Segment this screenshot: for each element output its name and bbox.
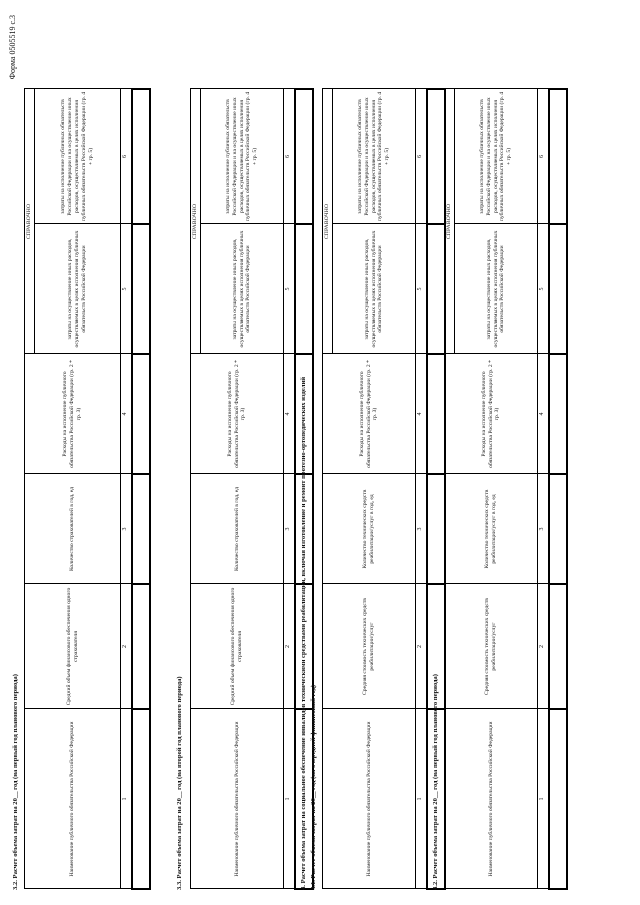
column-header: Расходы на исполнение публичного обязательства Российской Федерации (гр. 2 * гр. 3) bbox=[445, 354, 538, 474]
data-cell[interactable] bbox=[132, 224, 150, 354]
column-header: затраты на осуществление иных расходов, осуществляемых в целях исполнения публичных обязательств Российской Федерации bbox=[201, 224, 284, 354]
reference-header: СПРАВОЧНО bbox=[323, 89, 333, 354]
cost-table-4-1 bbox=[322, 88, 446, 890]
column-header: Наименование публичного обязательства Российской Федерации bbox=[323, 709, 416, 889]
column-number: 1 bbox=[416, 709, 428, 889]
column-number: 2 bbox=[538, 584, 550, 709]
column-header: Наименование публичного обязательства Российской Федерации bbox=[445, 709, 538, 889]
column-number: 2 bbox=[121, 584, 133, 709]
column-number: 1 bbox=[284, 709, 296, 889]
column-header: затраты на исполнение публичных обязательств Российской Федерации и на осуществление иных расходов, осуществляемых в целях исполнения публичных обязательств Российской Федерации (гр. 4 + гр. 5) bbox=[455, 89, 538, 224]
column-header: Расходы на исполнение публичного обязательства Российской Федерации (гр. 2 * гр. 3) bbox=[25, 354, 121, 474]
column-number: 5 bbox=[538, 224, 550, 354]
column-header: Средний объем финансового обеспечения одного страхователя bbox=[191, 584, 284, 709]
column-number: 3 bbox=[121, 474, 133, 584]
column-number: 6 bbox=[416, 89, 428, 224]
column-header: Средняя стоимость технических средств реабилитации/услуг bbox=[323, 584, 416, 709]
reference-header: СПРАВОЧНО bbox=[445, 89, 455, 354]
data-cell[interactable] bbox=[132, 354, 150, 474]
section-heading: 4. Расчет объема затрат на социальное обеспечение инвалидов техническими средствами реабилитации, включая изготовление и ремонт протезно-ортопедических изделий bbox=[300, 376, 307, 890]
column-header: Средний объем финансового обеспечения одного страхователя bbox=[25, 584, 121, 709]
section-heading: 4.2. Расчет объема затрат на 20__ год (на первый год планового периода) bbox=[432, 674, 439, 890]
column-number: 4 bbox=[416, 354, 428, 474]
column-header: затраты на осуществление иных расходов, осуществляемых в целях исполнения публичных обязательств Российской Федерации bbox=[333, 224, 416, 354]
form-code: Форма 0505519 с.3 bbox=[8, 15, 17, 80]
data-cell[interactable] bbox=[295, 89, 313, 224]
data-cell[interactable] bbox=[132, 584, 150, 709]
column-header: Средняя стоимость технических средств реабилитации/услуг bbox=[445, 584, 538, 709]
data-cell[interactable] bbox=[549, 584, 567, 709]
data-cell[interactable] bbox=[132, 474, 150, 584]
data-cell[interactable] bbox=[427, 354, 445, 474]
section-heading: 3.3. Расчет объема затрат на 20__ год (на второй год планового периода) bbox=[176, 676, 183, 890]
data-cell[interactable] bbox=[427, 474, 445, 584]
column-number: 4 bbox=[538, 354, 550, 474]
column-number: 5 bbox=[284, 224, 296, 354]
column-header: затраты на осуществление иных расходов, осуществляемых в целях исполнения публичных обязательств Российской Федерации bbox=[455, 224, 538, 354]
column-number: 1 bbox=[121, 709, 133, 889]
column-header: Наименование публичного обязательства Российской Федерации bbox=[25, 709, 121, 889]
column-header: Расходы на исполнение публичного обязательства Российской Федерации (гр. 2 * гр. 3) bbox=[191, 354, 284, 474]
column-header: Расходы на исполнение публичного обязательства Российской Федерации (гр. 2 * гр. 3) bbox=[323, 354, 416, 474]
column-number: 3 bbox=[284, 474, 296, 584]
cost-table-4-2 bbox=[444, 88, 568, 890]
data-cell[interactable] bbox=[549, 474, 567, 584]
column-header: затраты на исполнение публичных обязательств Российской Федерации и на осуществление иных расходов, осуществляемых в целях исполнения публичных обязательств Российской Федерации (гр. 4 + гр. 5) bbox=[35, 89, 121, 224]
column-number: 4 bbox=[121, 354, 133, 474]
data-cell[interactable] bbox=[549, 709, 567, 889]
column-number: 2 bbox=[284, 584, 296, 709]
column-number: 5 bbox=[416, 224, 428, 354]
data-cell[interactable] bbox=[295, 224, 313, 354]
column-number: 3 bbox=[538, 474, 550, 584]
column-header: Количество страхователей в год, ед bbox=[191, 474, 284, 584]
column-number: 3 bbox=[416, 474, 428, 584]
cost-table-3-3 bbox=[190, 88, 314, 890]
data-cell[interactable] bbox=[549, 224, 567, 354]
column-number: 6 bbox=[538, 89, 550, 224]
column-header: затраты на исполнение публичных обязательств Российской Федерации и на осуществление иных расходов, осуществляемых в целях исполнения публичных обязательств Российской Федерации (гр. 4 + гр. 5) bbox=[201, 89, 284, 224]
column-header: Наименование публичного обязательства Российской Федерации bbox=[191, 709, 284, 889]
column-header: Количество технических средств реабилитации/услуг в год, ед bbox=[323, 474, 416, 584]
data-cell[interactable] bbox=[427, 224, 445, 354]
column-header: затраты на исполнение публичных обязательств Российской Федерации и на осуществление иных расходов, осуществляемых в целях исполнения публичных обязательств Российской Федерации (гр. 4 + гр. 5) bbox=[333, 89, 416, 224]
section-heading: 3.2. Расчет объема затрат на 20__ год (на первый год планового периода) bbox=[12, 674, 19, 890]
column-number: 6 bbox=[121, 89, 133, 224]
data-cell[interactable] bbox=[427, 89, 445, 224]
data-cell[interactable] bbox=[549, 89, 567, 224]
reference-header: СПРАВОЧНО bbox=[191, 89, 201, 354]
column-number: 6 bbox=[284, 89, 296, 224]
section-subheading: 4.1. Расчет объема затрат на 20__ год (на очередной финансовый год) bbox=[310, 684, 317, 890]
column-header: затраты на осуществление иных расходов, осуществляемых в целях исполнения публичных обязательств Российской Федерации bbox=[35, 224, 121, 354]
column-header: Количество страхователей в год, ед bbox=[25, 474, 121, 584]
data-cell[interactable] bbox=[549, 354, 567, 474]
column-number: 2 bbox=[416, 584, 428, 709]
column-number: 5 bbox=[121, 224, 133, 354]
cost-table-3-2 bbox=[24, 88, 151, 890]
reference-header: СПРАВОЧНО bbox=[25, 89, 35, 354]
data-cell[interactable] bbox=[132, 709, 150, 889]
column-header: Количество технических средств реабилитации/услуг в год, ед bbox=[445, 474, 538, 584]
column-number: 4 bbox=[284, 354, 296, 474]
column-number: 1 bbox=[538, 709, 550, 889]
data-cell[interactable] bbox=[132, 89, 150, 224]
